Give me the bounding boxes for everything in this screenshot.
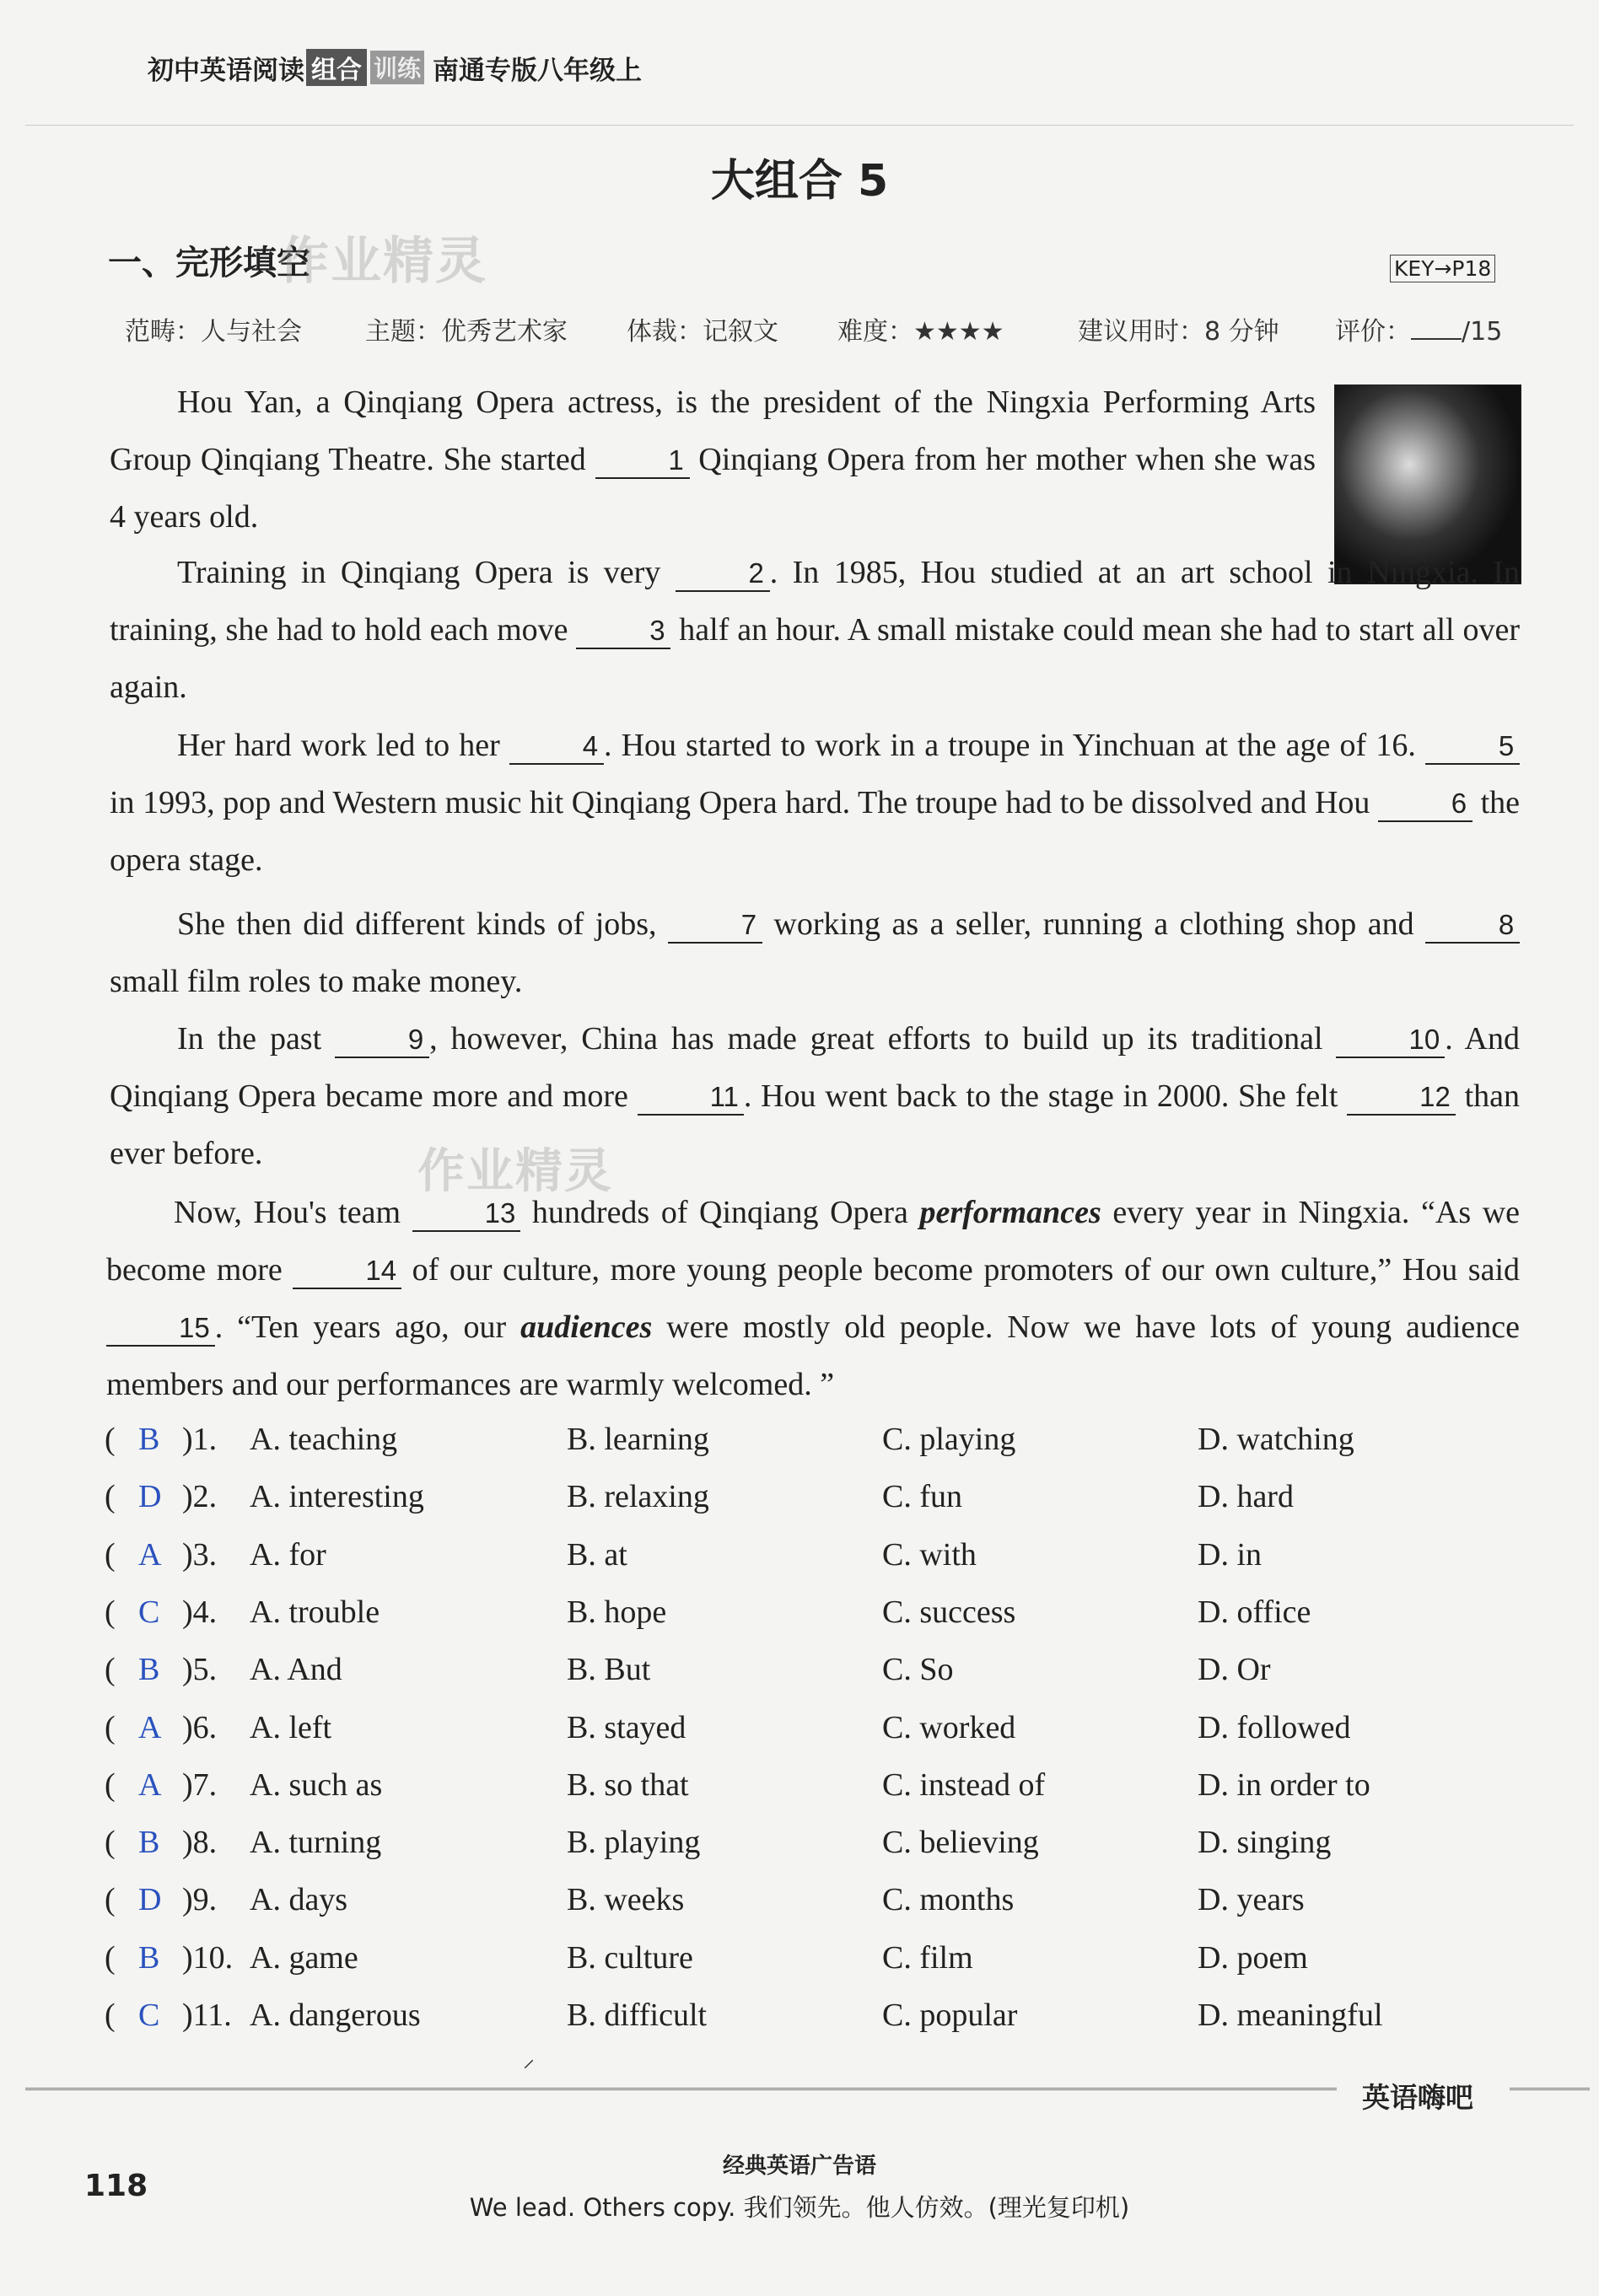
option-d[interactable]: D. years <box>1198 1882 1305 1918</box>
option-a[interactable]: A. teaching <box>250 1422 398 1457</box>
footer-brand: 英语嗨吧 <box>1362 2081 1473 2114</box>
header-title-left: 初中英语阅读 <box>148 55 304 86</box>
option-c[interactable]: C. success <box>882 1594 1016 1630</box>
answer-choice[interactable]: B <box>138 1652 160 1688</box>
score-blank[interactable] <box>1411 338 1462 340</box>
option-a[interactable]: A. such as <box>250 1766 383 1803</box>
paragraph-4 <box>110 895 1520 1010</box>
question-number: )7. <box>182 1766 218 1803</box>
question-row <box>105 1824 1538 1881</box>
footer-divider-right <box>1510 2088 1590 2090</box>
question-row <box>105 1478 1538 1535</box>
text: Now, Hou's team <box>174 1195 412 1230</box>
option-c[interactable]: C. months <box>882 1882 1015 1918</box>
meta-row <box>125 310 1516 347</box>
header-tag-training: 训练 <box>370 51 424 84</box>
text: small film roles to make money. <box>110 964 523 999</box>
question-number: )4. <box>182 1594 218 1630</box>
text: . In 1985, Hou studied at an art school in Ningxia. In training, she had to hold each move <box>110 555 1520 648</box>
answer-choice[interactable]: D <box>138 1479 162 1515</box>
header-title-right: 南通专版八年级上 <box>433 55 643 86</box>
option-c[interactable]: C. playing <box>882 1422 1016 1457</box>
option-c[interactable]: C. film <box>882 1939 973 1976</box>
option-d[interactable]: D. office <box>1198 1594 1311 1630</box>
header <box>148 49 642 86</box>
blank-1[interactable]: 1 <box>595 444 690 479</box>
question-row <box>105 1651 1538 1708</box>
option-a[interactable]: A. trouble <box>250 1594 380 1630</box>
text: . Hou went back to the stage in 2000. She felt <box>743 1078 1348 1114</box>
text: of our culture, more young people become promoters of our own culture,” Hou said <box>401 1252 1521 1288</box>
section-title: 一、完形填空 <box>108 244 310 282</box>
paren-open: ( <box>105 1825 116 1861</box>
meta-score-total: /15 <box>1462 317 1503 347</box>
option-a[interactable]: A. left <box>250 1709 332 1745</box>
paren-open: ( <box>105 1882 116 1918</box>
option-c[interactable]: C. worked <box>882 1709 1016 1745</box>
footer-divider <box>25 2088 1337 2090</box>
option-b[interactable]: B. But <box>567 1652 651 1688</box>
meta-category: 范畴：人与社会 <box>125 317 302 347</box>
text: , however, China has made great efforts to build up its traditional <box>429 1021 1337 1057</box>
slogan-title: 经典英语广告语 <box>722 2154 876 2179</box>
blank-4[interactable]: 4 <box>509 729 604 765</box>
question-number: )1. <box>182 1422 218 1457</box>
paragraph-5 <box>110 1010 1520 1182</box>
paren-open: ( <box>105 1939 116 1976</box>
slogan: We lead. Others copy. 我们领先。他人仿效。(理光复印机) <box>469 2193 1130 2222</box>
option-d[interactable]: D. singing <box>1198 1825 1332 1861</box>
blank-8[interactable]: 8 <box>1425 908 1520 944</box>
answer-choice[interactable]: B <box>138 1422 160 1457</box>
paragraph-3 <box>110 717 1520 889</box>
meta-score-label: 评价： <box>1335 317 1411 347</box>
paren-open: ( <box>105 1652 116 1688</box>
option-a[interactable]: A. days <box>250 1882 348 1918</box>
blank-9[interactable]: 9 <box>335 1023 429 1058</box>
answer-choice[interactable]: A <box>138 1536 162 1573</box>
meta-genre: 体裁：记叙文 <box>627 317 778 347</box>
text: . Hou started to work in a troupe in Yinchuan at the age of 16. <box>603 728 1426 763</box>
text: Her hard work led to her <box>177 728 509 763</box>
paren-open: ( <box>105 1594 116 1630</box>
paragraph-6 <box>106 1184 1520 1413</box>
option-a[interactable]: A. And <box>250 1652 342 1688</box>
question-row <box>105 1997 1538 2054</box>
question-number: )6. <box>182 1709 218 1745</box>
meta-difficulty: 难度：★★★★ <box>837 317 1004 347</box>
paren-open: ( <box>105 1766 116 1803</box>
text: Hou Yan, a Qinqiang Opera actress, is the president of the Ningxia Performing Arts Group Qinqiang Theatre. She started <box>110 384 1316 477</box>
option-b[interactable]: B. playing <box>567 1825 701 1861</box>
text: than ever before. <box>110 1078 1520 1171</box>
question-number: )8. <box>182 1825 218 1861</box>
option-a[interactable]: A. turning <box>250 1825 382 1861</box>
answer-choice[interactable]: C <box>138 1594 160 1630</box>
answer-choice[interactable]: B <box>138 1939 160 1976</box>
option-a[interactable]: A. dangerous <box>250 1998 421 2033</box>
question-row <box>105 1709 1538 1766</box>
answer-choice[interactable]: A <box>138 1766 162 1803</box>
text: half an hour. A small mistake could mean she had to start all over again. <box>110 612 1520 705</box>
option-a[interactable]: A. interesting <box>250 1479 424 1515</box>
blank-11[interactable]: 11 <box>638 1080 744 1116</box>
meta-time: 建议用时：8 分钟 <box>1078 317 1279 347</box>
blank-15[interactable]: 15 <box>106 1311 215 1347</box>
paren-open: ( <box>105 1422 116 1457</box>
option-a[interactable]: A. for <box>250 1536 326 1573</box>
text: Qinqiang Opera from her mother when she was 4 years old. <box>110 442 1316 535</box>
option-b[interactable]: B. hope <box>567 1594 667 1630</box>
blank-2[interactable]: 2 <box>676 557 770 592</box>
blank-3[interactable]: 3 <box>576 614 670 649</box>
option-c[interactable]: C. So <box>882 1652 954 1688</box>
page-number: 118 <box>84 2169 148 2203</box>
option-d[interactable]: D. hard <box>1198 1479 1294 1515</box>
option-a[interactable]: A. game <box>250 1939 358 1976</box>
option-b[interactable]: B. so that <box>567 1766 689 1803</box>
paren-open: ( <box>105 1709 116 1745</box>
text: hundreds of Qinqiang Opera <box>520 1195 920 1230</box>
option-d[interactable]: D. Or <box>1198 1652 1271 1688</box>
paragraph-1 <box>110 374 1316 546</box>
option-d[interactable]: D. poem <box>1198 1939 1308 1976</box>
option-b[interactable]: B. weeks <box>567 1882 685 1918</box>
text: She then did different kinds of jobs, <box>177 906 668 942</box>
text: were mostly old people. Now we have lots of young audience members and our performances are warmly welcomed. ” <box>106 1309 1520 1402</box>
keyword-performances: performances <box>919 1195 1101 1230</box>
question-row <box>105 1766 1538 1824</box>
option-d[interactable]: D. watching <box>1198 1422 1354 1457</box>
question-row <box>105 1881 1538 1938</box>
option-b[interactable]: B. difficult <box>567 1998 708 2033</box>
question-row <box>105 1594 1538 1651</box>
option-d[interactable]: D. meaningful <box>1198 1998 1383 2033</box>
answer-choice[interactable]: C <box>138 1998 160 2033</box>
paragraph-2 <box>110 544 1520 716</box>
question-number: )2. <box>182 1479 218 1515</box>
watermark: 作业精灵 <box>278 232 487 291</box>
blank-12[interactable]: 12 <box>1347 1080 1456 1116</box>
answer-choice[interactable]: A <box>138 1709 162 1745</box>
question-number: )10. <box>182 1939 234 1976</box>
option-b[interactable]: B. culture <box>567 1939 693 1976</box>
option-c[interactable]: C. believing <box>882 1825 1039 1861</box>
option-c[interactable]: C. popular <box>882 1998 1018 2033</box>
question-row <box>105 1939 1538 1997</box>
blank-6[interactable]: 6 <box>1378 787 1472 822</box>
text: working as a seller, running a clothing shop and <box>762 906 1425 942</box>
option-c[interactable]: C. instead of <box>882 1766 1046 1803</box>
text: . “Ten years ago, our <box>214 1309 521 1345</box>
keyword-audiences: audiences <box>520 1309 653 1345</box>
question-row <box>105 1536 1538 1594</box>
option-d[interactable]: D. in <box>1198 1536 1262 1573</box>
option-b[interactable]: B. at <box>567 1536 627 1573</box>
answer-key-ref: KEY→P18 <box>1390 255 1495 282</box>
text: every year in Ningxia. “As we become more <box>106 1195 1521 1288</box>
meta-score <box>1335 310 1502 347</box>
blank-5[interactable]: 5 <box>1425 729 1520 765</box>
paren-open: ( <box>105 1536 116 1573</box>
blank-14[interactable]: 14 <box>293 1254 401 1289</box>
page-title: 大组合 5 <box>710 156 889 207</box>
question-number: )11. <box>182 1998 232 2033</box>
text: the opera stage. <box>110 785 1520 878</box>
question-number: )5. <box>182 1652 218 1688</box>
option-c[interactable]: C. with <box>882 1536 977 1573</box>
option-b[interactable]: B. relaxing <box>567 1479 709 1515</box>
option-b[interactable]: B. stayed <box>567 1709 686 1745</box>
question-number: )3. <box>182 1536 218 1573</box>
blank-7[interactable]: 7 <box>668 908 762 944</box>
question-row <box>105 1421 1538 1478</box>
text: Training in Qinqiang Opera is very <box>177 555 676 590</box>
meta-theme: 主题：优秀艺术家 <box>365 317 568 347</box>
text: in 1993, pop and Western music hit Qinqiang Opera hard. The troupe had to be dissolved and Hou <box>110 785 1378 820</box>
option-c[interactable]: C. fun <box>882 1479 962 1515</box>
answer-choice[interactable]: B <box>138 1825 160 1861</box>
header-tag-combo: 组合 <box>306 49 367 86</box>
option-b[interactable]: B. learning <box>567 1422 709 1457</box>
text: . And Qinqiang Opera became more and more <box>110 1021 1520 1114</box>
answer-choice[interactable]: D <box>138 1882 162 1918</box>
option-d[interactable]: D. in order to <box>1198 1766 1370 1803</box>
watermark-2: 作业精灵 <box>417 1144 613 1199</box>
blank-13[interactable]: 13 <box>412 1196 521 1232</box>
paren-open: ( <box>105 1479 116 1515</box>
question-number: )9. <box>182 1882 218 1918</box>
pen-mark: ⸝ <box>523 2046 536 2073</box>
option-d[interactable]: D. followed <box>1198 1709 1351 1745</box>
paren-open: ( <box>105 1998 116 2033</box>
header-divider <box>25 125 1574 126</box>
blank-10[interactable]: 10 <box>1336 1023 1445 1058</box>
text: In the past <box>177 1021 336 1057</box>
